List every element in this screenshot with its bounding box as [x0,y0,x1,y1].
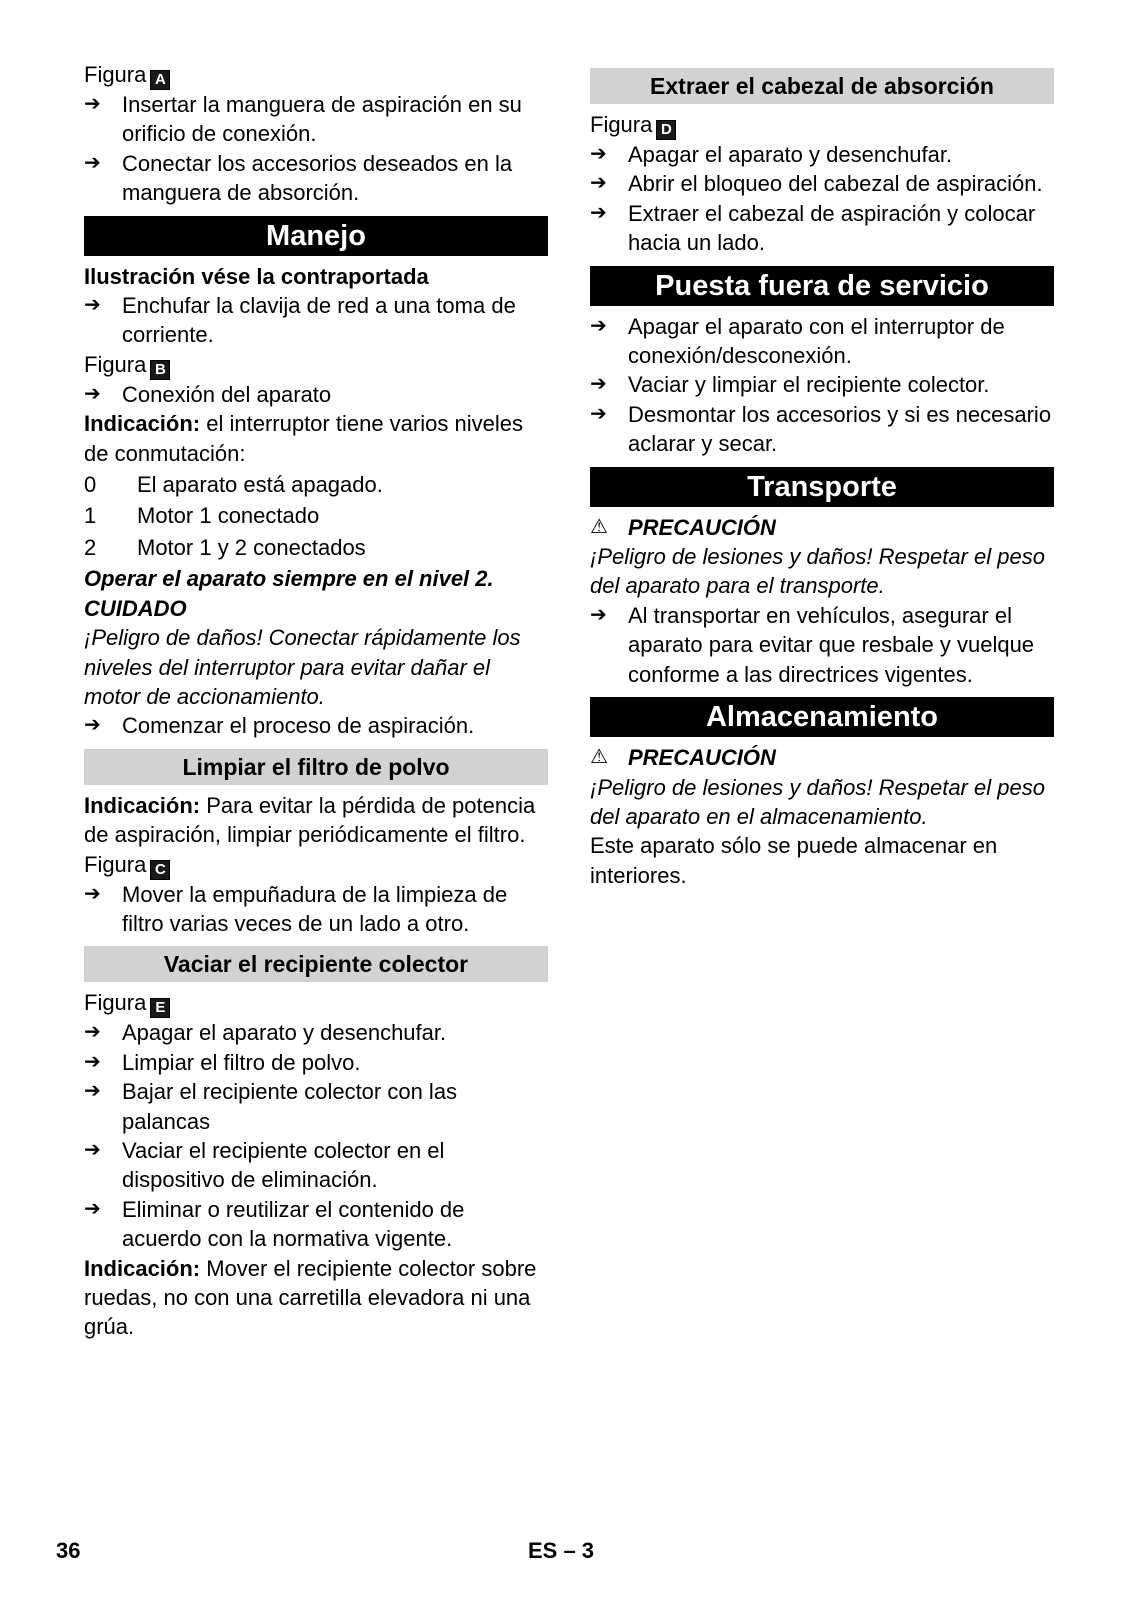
list-item: ➔ Vaciar y limpiar el recipiente colector. [590,370,1054,399]
caution-label: CUIDADO [84,595,187,621]
list-item: ➔ Enchufar la clavija de red a una toma de corriente. [84,293,516,348]
arrow-icon: ➔ [590,143,607,165]
list-item: ➔ Comenzar el proceso de aspiración. [84,711,548,740]
list-item: ➔ Vaciar el recipiente colector en el dispositivo de eliminación. [84,1137,445,1193]
caution-text: ¡Peligro de daños! Conectar rápidamente los niveles del interruptor para evitar dañar el motor de accionamiento. [84,625,521,709]
figure-ref-c: Figura C [84,850,548,880]
list-item: ➔ Extraer el cabezal de aspiración y colocar hacia un lado. [590,200,1036,256]
level-row: 0 El aparato está apagado. [84,472,383,498]
arrow-icon: ➔ [590,201,607,224]
arrow-icon: ➔ [84,714,101,737]
note: Indicación: Mover el recipiente colector sobre ruedas, no con una carretilla elevadora ni una grúa. [84,1255,537,1340]
figure-letter-icon: D [656,120,676,140]
figure-ref-b: Figura B [84,350,548,380]
section-heading-manejo: Manejo [84,216,548,256]
list-item: ➔ Eliminar o reutilizar el contenido de acuerdo con la normativa vigente. [84,1196,465,1252]
figure-letter-icon: C [150,860,170,880]
arrow-icon: ➔ [590,603,607,626]
warning-icon: ⚠ [590,515,608,538]
arrow-icon: ➔ [84,151,101,174]
left-column [84,60,548,1342]
section-heading-almacenamiento: Almacenamiento [590,697,1054,737]
section-heading-filtro: Limpiar el filtro de polvo [84,749,548,785]
operate-note: Operar el aparato siempre en el nivel 2. [84,566,494,592]
list-item: ➔ Limpiar el filtro de polvo. [84,1048,548,1077]
arrow-icon: ➔ [84,382,101,405]
arrow-icon: ➔ [590,314,607,337]
level-row: 1 Motor 1 conectado [84,503,320,529]
arrow-icon: ➔ [84,1080,101,1103]
figure-ref-e: Figura E [84,988,548,1018]
arrow-icon: ➔ [590,172,607,195]
right-column [590,68,1054,890]
arrow-icon: ➔ [590,402,607,425]
arrow-icon: ➔ [84,1197,101,1220]
list-item: ➔ Bajar el recipiente colector con las palancas [84,1079,458,1134]
arrow-icon: ➔ [84,882,101,905]
list-item: ➔ Abrir el bloqueo del cabezal de aspiración. [590,169,1054,198]
list-item: ➔ Apagar el aparato y desenchufar. [590,140,1054,169]
level-row: 2 Motor 1 y 2 conectados [84,534,366,560]
arrow-icon: ➔ [590,373,607,396]
storage-text: Este aparato sólo se puede almacenar en interiores. [590,833,998,888]
list-item: ➔ Desmontar los accesorios y si es necesario aclarar y secar. [590,401,1052,457]
arrow-icon: ➔ [84,1050,101,1073]
arrow-icon: ➔ [84,93,101,115]
arrow-icon: ➔ [84,1021,101,1044]
figure-ref-d: Figura D [590,110,1054,140]
figure-letter-icon: A [150,70,170,90]
section-heading-vaciar: Vaciar el recipiente colector [84,946,548,982]
note: Indicación: Para evitar la pérdida de potencia de aspiración, limpiar periódicamente el filtro. [84,792,536,848]
warning-icon: ⚠ [590,746,608,769]
list-item: ➔ Conexión del aparato [84,380,548,409]
section-heading-transporte: Transporte [590,467,1054,507]
subheading: Ilustración vése la contraportada [84,263,429,289]
note: Indicación: el interruptor tiene varios niveles de conmutación: [84,411,523,466]
list-item: ➔ Conectar los accesorios deseados en la manguera de absorción. [84,150,513,206]
warning-text: ¡Peligro de lesiones y daños! Respetar el peso del aparato para el transporte. [590,544,1045,599]
list-item: ➔ Insertar la manguera de aspiración en su orificio de conexión. [84,92,522,147]
arrow-icon: ➔ [84,294,101,317]
figure-letter-icon: E [150,998,170,1018]
figure-letter-icon: B [150,360,170,380]
section-heading-extraer: Extraer el cabezal de absorción [590,68,1054,104]
page-number: 36 [56,1538,81,1563]
warning-label: ⚠ PRECAUCIÓN [590,743,1054,772]
page-code: ES – 3 [528,1538,595,1563]
section-heading-puesta: Puesta fuera de servicio [590,266,1054,306]
figure-ref-a: Figura A [84,60,548,90]
list-item: ➔ Apagar el aparato y desenchufar. [84,1018,548,1047]
warning-text: ¡Peligro de lesiones y daños! Respetar el peso del aparato en el almacenamiento. [590,774,1045,829]
arrow-icon: ➔ [84,1138,101,1161]
warning-label: ⚠ PRECAUCIÓN [590,513,1054,542]
list-item: ➔ Al transportar en vehículos, asegurar el aparato para evitar que resbale y vuelque conforme a las directrices vigentes. [590,602,1035,687]
list-item: ➔ Mover la empuñadura de la limpieza de filtro varias veces de un lado a otro. [84,881,508,936]
list-item: ➔ Apagar el aparato con el interruptor de conexión/desconexión. [590,313,1005,369]
